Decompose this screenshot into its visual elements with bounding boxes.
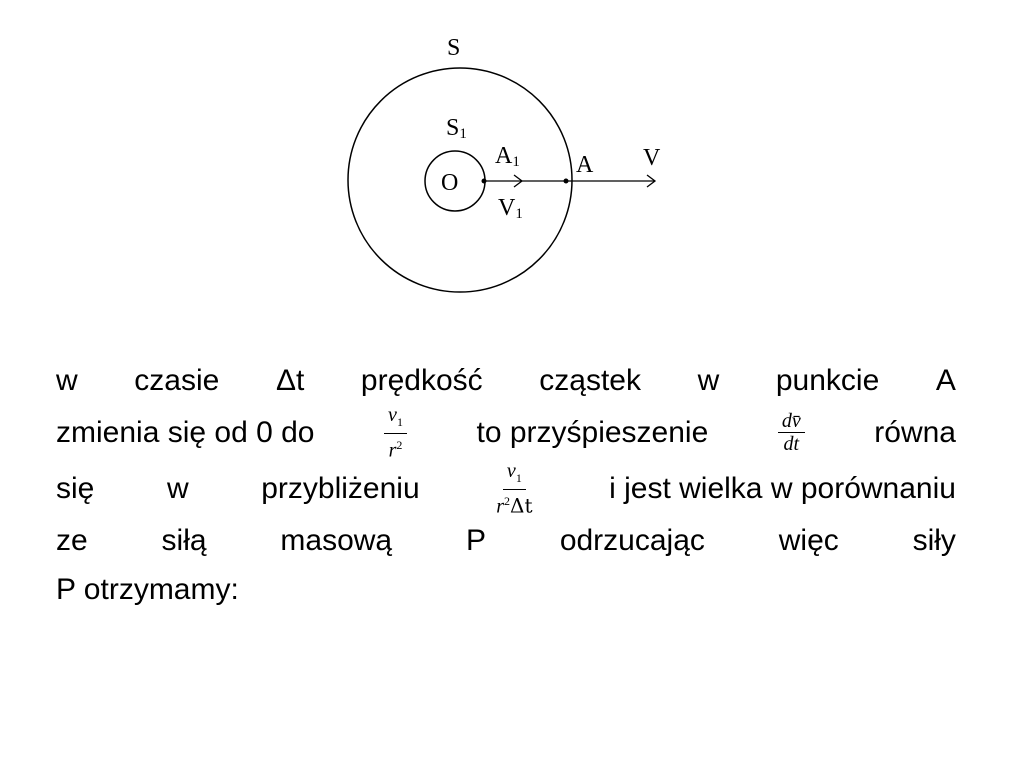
label-a: A <box>576 152 594 178</box>
text-segment: równa <box>874 416 956 450</box>
word: siły <box>912 524 956 558</box>
word: siłą <box>161 524 207 558</box>
label-v1 <box>498 195 523 222</box>
text-line-1 <box>56 356 956 405</box>
text-line-4 <box>56 516 956 565</box>
word: masową <box>280 524 393 558</box>
word: czasie <box>134 364 220 397</box>
sub: 1 <box>515 470 522 485</box>
var: v <box>506 459 516 482</box>
point-a <box>564 179 569 184</box>
word: się <box>56 471 95 505</box>
word: P <box>465 524 486 558</box>
word: A <box>935 364 956 397</box>
word: przybliżeniu <box>261 471 420 505</box>
label-a1-main: A <box>495 143 513 169</box>
point-a1 <box>482 179 487 184</box>
fraction-denominator <box>385 434 407 461</box>
label-v1-sub: 1 <box>515 206 523 222</box>
word: w <box>56 364 78 397</box>
label-v1-main: V <box>498 195 516 221</box>
var: r <box>388 439 397 462</box>
fraction-v1-over-r2 <box>384 405 407 461</box>
fraction-numerator <box>503 461 526 490</box>
body-text <box>56 356 956 614</box>
text-line-5 <box>56 565 956 614</box>
word: Δt <box>275 364 305 397</box>
text-segment: zmienia się od 0 do <box>56 416 315 450</box>
word: prędkość <box>360 364 483 397</box>
word: odrzucając <box>559 524 705 558</box>
fraction-denominator: dt <box>783 433 800 456</box>
var: v <box>388 404 397 426</box>
sub: 1 <box>396 415 403 429</box>
fraction-numerator: dv̄ <box>778 411 805 433</box>
word: więc <box>778 524 839 558</box>
word: punkcie <box>775 364 880 397</box>
circle-diagram <box>0 0 1024 330</box>
label-a1 <box>495 143 520 170</box>
text-segment: i jest wielka w porównaniu <box>609 471 956 505</box>
label-s1 <box>446 115 467 142</box>
fraction-denominator <box>492 490 536 517</box>
text-segment: to przyśpieszenie <box>476 416 709 450</box>
word: cząstek <box>539 364 641 397</box>
word: ze <box>56 524 88 558</box>
label-o: O <box>441 170 459 196</box>
label-a1-sub: 1 <box>512 154 520 170</box>
sup: 2 <box>504 493 511 508</box>
word: w <box>697 364 720 397</box>
text-segment: P otrzymamy: <box>56 573 239 607</box>
word: w <box>166 471 189 505</box>
var: r <box>496 495 505 518</box>
sup: 2 <box>396 438 403 452</box>
label-s: S <box>447 35 461 61</box>
delta-t: Δt <box>510 493 533 518</box>
outer-circle-s <box>348 68 572 292</box>
fraction-dv-over-dt <box>778 411 805 454</box>
text-line-2 <box>56 405 956 461</box>
label-v: V <box>643 145 661 171</box>
label-s1-main: S <box>446 115 460 141</box>
text-line-3 <box>56 461 956 517</box>
fraction-numerator <box>384 405 407 434</box>
label-s1-sub: 1 <box>459 126 467 142</box>
fraction-v1-over-r2-dt <box>492 461 536 517</box>
